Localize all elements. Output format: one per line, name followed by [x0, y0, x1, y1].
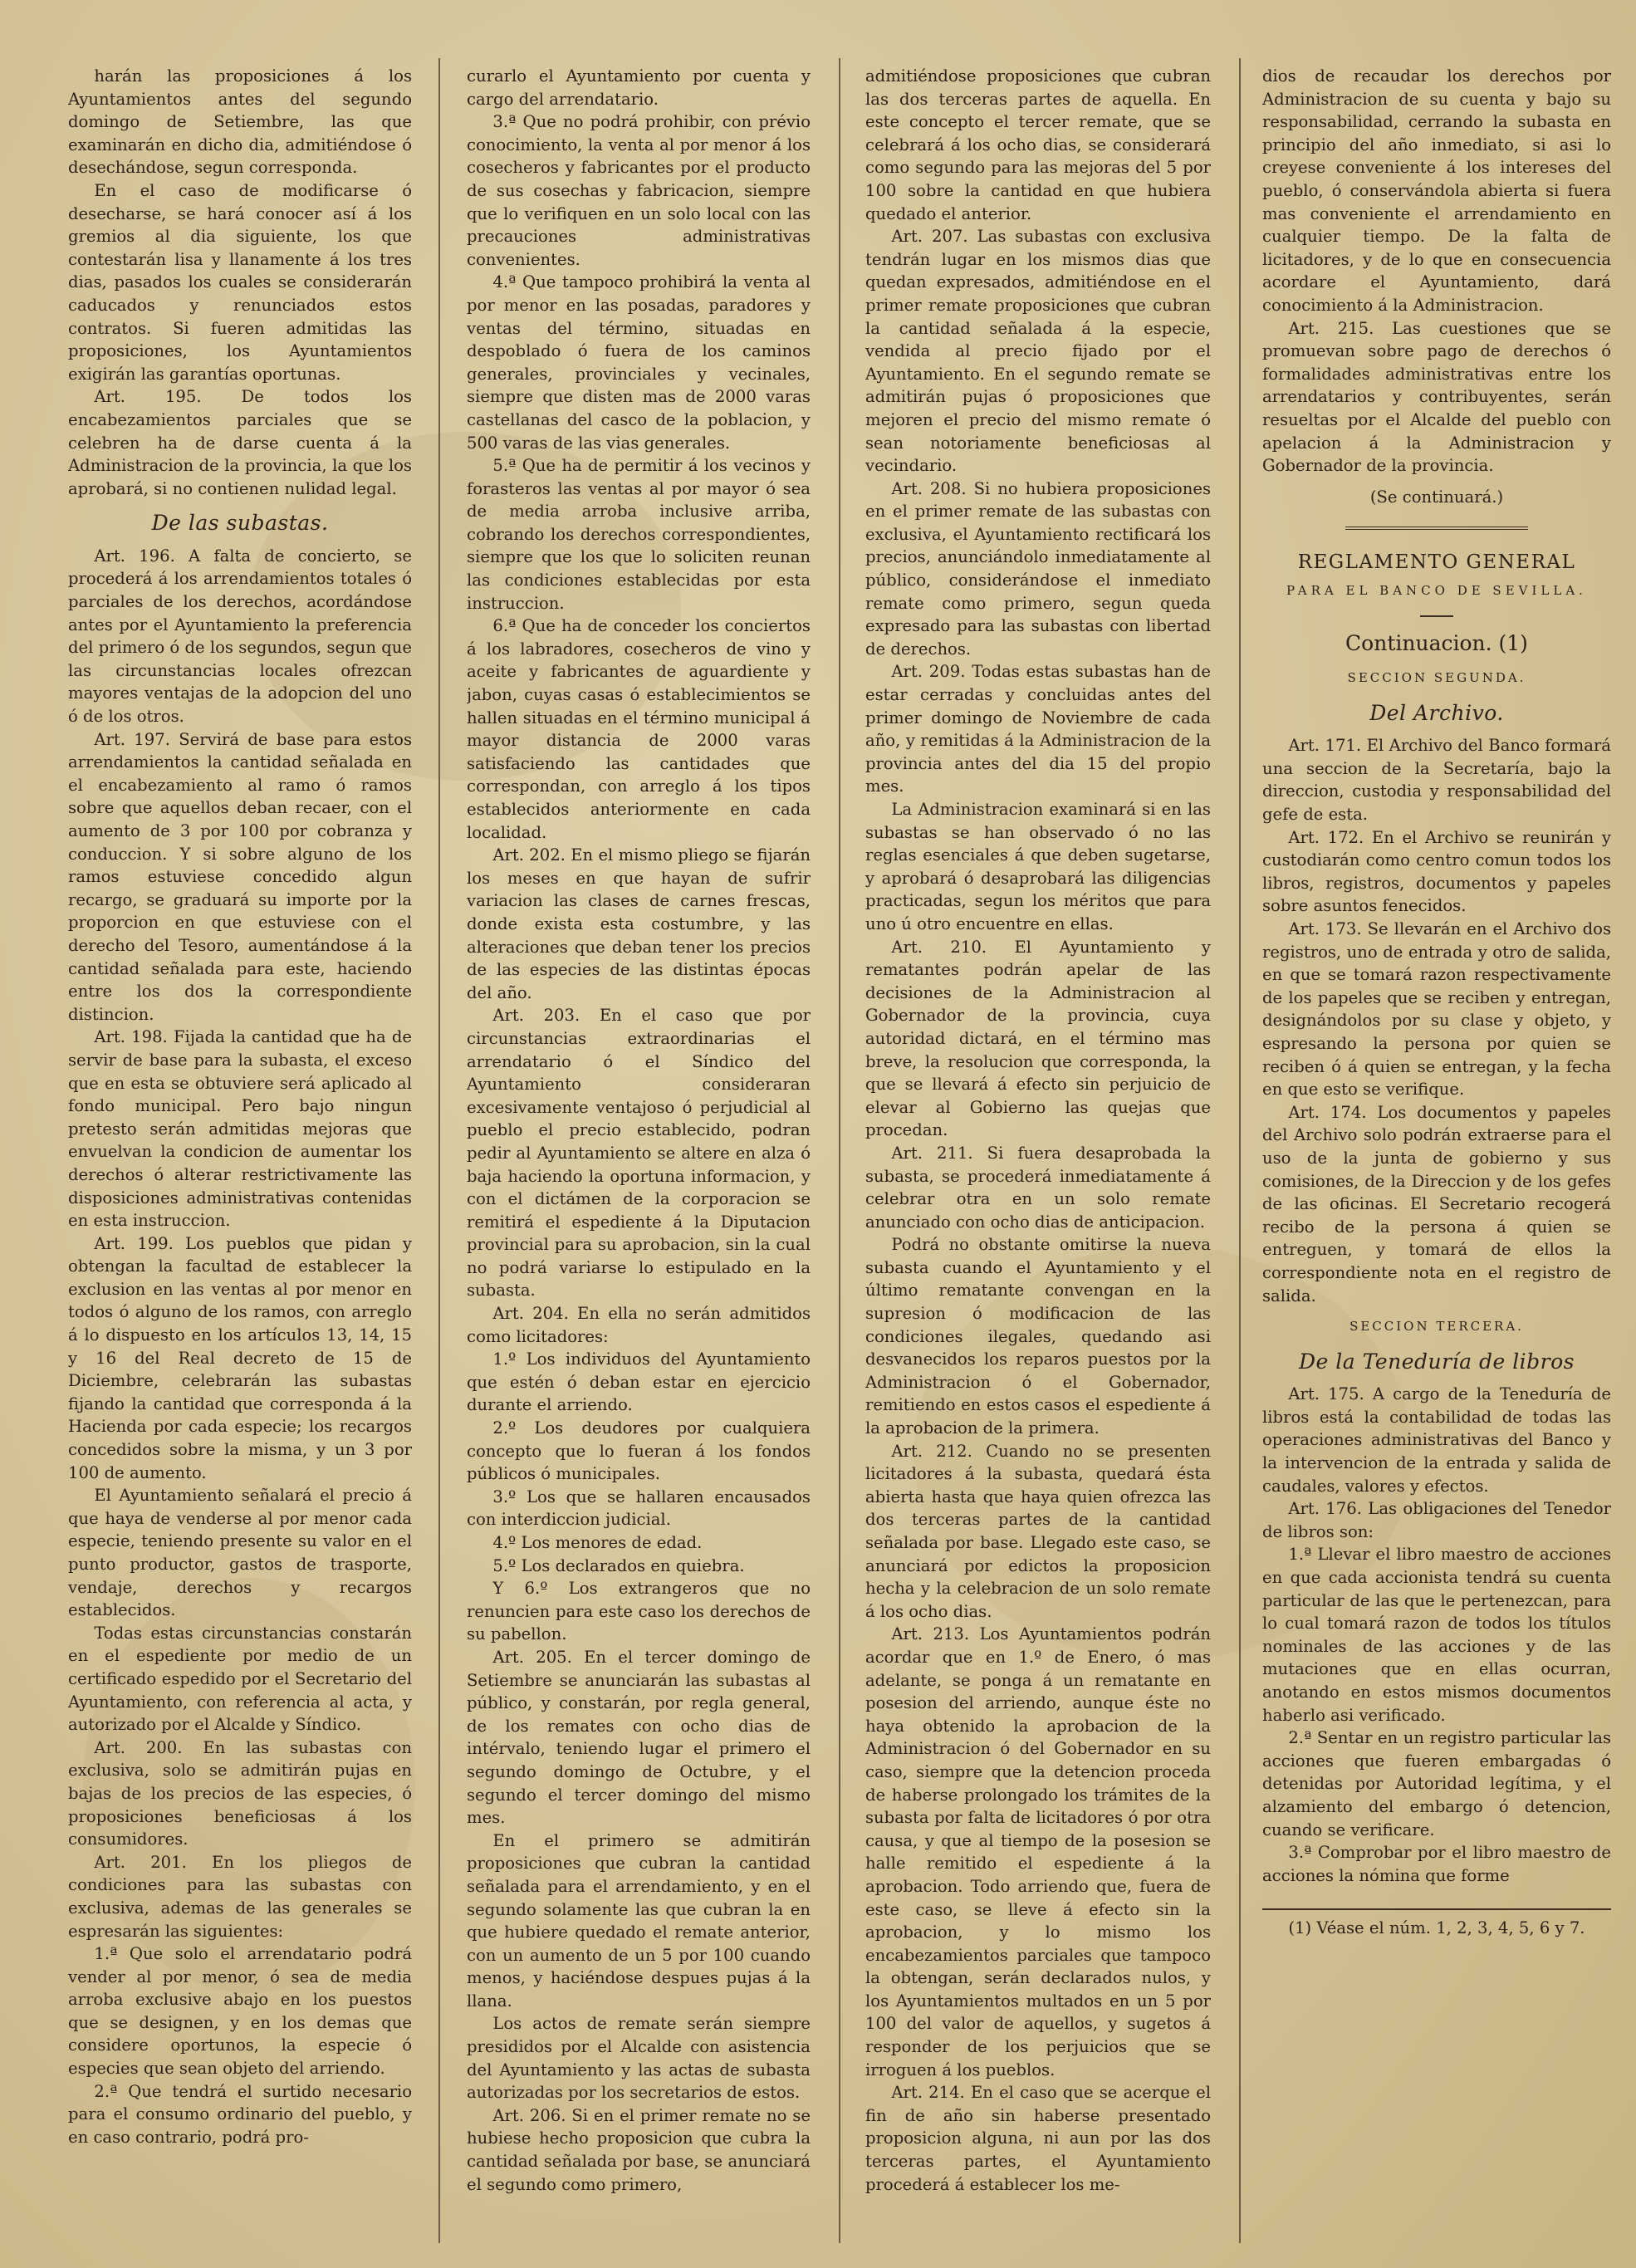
paragraph: Art. 214. En el caso que se acerque el fin de año sin haberse presentado proposicion alguna, ni aun por las dos terceras partes, el Ayuntamiento procederá á establecer los me-: [865, 2083, 1211, 2194]
column-rule: [1239, 58, 1241, 2243]
paragraph: Art. 200. En las subastas con exclusiva, solo se admitirán pujas en bajas de los precios de las especies, ó proposiciones beneficiosas á los consumidores.: [68, 1737, 412, 1849]
paragraph: 3.ª Que no podrá prohibir, con prévio conocimiento, la venta al por menor á los cosecheros y fabricantes por el producto de sus cosechas y fabricacion, siempre que lo verifiquen en un solo local con las precauciones administrativas convenientes.: [467, 112, 811, 269]
paragraph: Art. 195. De todos los encabezamientos parciales que se celebren ha de darse cuenta á la Administracion de la provincia, la que los aprobará, si no contienen nulidad legal.: [68, 387, 412, 498]
paragraph: Art. 213. Los Ayuntamientos podrán acordar que en 1.º de Enero, ó mas adelante, se ponga á un rematante en posesion del arriendo, aunque éste no haya obtenido la aprobacion de la Administracion ó del Gobernador en su caso, siempre que la detencion proceda de haberse prolongado los trámites de la subasta por falta de licitadores ó por otra causa, y que al tiempo de la posesion se halle remitido el espediente á la aprobacion. Todo arriendo que, fuera de este caso, se lleve á efecto sin la aprobacion, y lo mismo los encabezamientos parciales que tampoco la obtengan, serán declarados nulos, y los Ayuntamientos multados en un 5 por 100 del valor de aquellos, y sugetos á responder de los perjuicios que se irroguen á los pueblos.: [865, 1624, 1211, 2079]
column-rule: [438, 58, 440, 2243]
paragraph: dios de recaudar los derechos por Administracion de su cuenta y bajo su responsabilidad, cerrando la subasta en principio del año inmediato, si asi lo creyese conveniente á los intereses del pueblo, ó conservándola abierta si fuera mas conveniente el arrendamiento en cualquier tiempo. De la falta de licitadores, y de lo que en consecuencia acordare el Ayuntamiento, dará conocimiento á la Administracion.: [1262, 66, 1611, 315]
paragraph: Art. 199. Los pueblos que pidan y obtengan la facultad de establecer la exclusion en las ventas al por menor en todos ó alguno de los ramos, con arreglo á lo dispuesto en los artículos 13, 14, 15 y 16 del Real decreto de 15 de Diciembre, celebrarán las subastas fijando la cantidad que corresponda á la Hacienda por cada especie; los recargos concedidos sobre la misma, y un 3 por 100 de aumento.: [68, 1233, 412, 1482]
paragraph: En el primero se admitirán proposiciones que cubran la cantidad señalada para el arrendamiento, y en el segundo solamente las que cubran la en que hubiere quedado el remate anterior, con un aumento de un 5 por 100 cuando menos, y haciéndose despues pujas á la llana.: [467, 1830, 811, 2011]
paragraph: Art. 209. Todas estas subastas han de estar cerradas y concluidas antes del primer domingo de Noviembre de cada año, y remitidas á la Administracion de la provincia antes del dia 15 del propio mes.: [865, 662, 1211, 796]
teneduria-heading: De la Teneduría de libros: [1298, 1349, 1575, 1374]
paragraph: Art. 172. En el Archivo se reunirán y custodiarán como centro comun todos los libros, registros, documentos y papeles sobre asuntos fenecidos.: [1262, 827, 1611, 916]
paragraph: Todas estas circunstancias constarán en el espediente por medio de un certificado espedido por el Secretario del Ayuntamiento, con referencia al acta, y autorizado por el Alcalde y Síndico.: [68, 1623, 412, 1735]
paragraph: harán las proposiciones á los Ayuntamientos antes del segundo domingo de Setiembre, las que examinarán en dicho dia, admitiéndose ó desechándose, segun corresponda.: [68, 66, 412, 178]
seccion-segunda: SECCION SEGUNDA.: [1347, 670, 1526, 686]
paragraph: La Administracion examinará si en las subastas se han observado ó no las reglas esenciales á que deben sugetarse, y aprobará ó desaprobará las diligencias practicadas, segun los méritos que para uno ú otro encuentre en ellas.: [865, 800, 1211, 933]
paragraph: Art. 210. El Ayuntamiento y rematantes podrán apelar de las decisiones de la Administracion al Gobernador de la provincia, cuya autoridad dictará, en el término mas breve, la resolucion que corresponda, la que se llevará á efecto sin perjuicio de elevar al Gobierno las quejas que procedan.: [865, 937, 1211, 1140]
column-3: [865, 65, 1211, 2241]
footnote-rule: [1262, 1908, 1611, 1910]
paragraph: Art. 212. Cuando no se presenten licitadores á la subasta, quedará ésta abierta hasta que haya quien ofrezca las dos terceras partes de la cantidad señalada por base. Llegado este caso, se anunciará por edictos la proposicion hecha y la celebracion de un solo remate á los ocho dias.: [865, 1441, 1211, 1621]
paragraph: 3.ª Comprobar por el libro maestro de acciones la nómina que forme: [1262, 1843, 1611, 1885]
paragraph: Art. 205. En el tercer domingo de Setiembre se anunciarán las subastas al público, y constarán, por regla general, de los remates con ocho dias de intérvalo, teniendo lugar el primero el segundo domingo de Octubre, y el segundo el tercer domingo del mismo mes.: [467, 1647, 811, 1828]
reglamento-subtitle: PARA EL BANCO DE SEVILLA.: [1286, 582, 1587, 598]
paragraph: 5.ª Que ha de permitir á los vecinos y forasteros las ventas al por mayor ó sea de media arroba inclusive arriba, cobrando los derechos correspondientes, siempre que los que lo soliciten reunan las condiciones establecidas por esta instruccion.: [467, 456, 811, 613]
paragraph: Art. 204. En ella no serán admitidos como licitadores:: [467, 1304, 811, 1346]
paragraph: curarlo el Ayuntamiento por cuenta y cargo del arrendatario.: [467, 66, 811, 109]
paragraph: Art. 207. Las subastas con exclusiva tendrán lugar en los mismos dias que quedan expresados, admitiéndose en el primer remate proposiciones que cubran la cantidad señalada á la especie, vendida al precio fijado por el Ayuntamiento. En el segundo remate se admitirán pujas ó proposiciones que mejoren el precio del mismo remate ó sean notoriamente beneficiosas al vecindario.: [865, 227, 1211, 476]
paragraph: 1.º Los individuos del Ayuntamiento que estén ó deban estar en ejercicio durante el arriendo.: [467, 1350, 811, 1415]
column-4-top: [1262, 65, 1611, 478]
paragraph: 4.ª Que tampoco prohibirá la venta al por menor en las posadas, paradores y ventas del término, situadas en despoblado ó fuera de los caminos generales, provinciales y vecinales, siempre que disten mas de 2000 varas castellanas del casco de la poblacion, y 500 varas de las vias generales.: [467, 272, 811, 453]
paragraph: 2.ª Sentar en un registro particular las acciones que fueren embargadas ó detenidas por Autoridad legítima, y el alzamiento del embargo ó detencion, cuando se verificare.: [1262, 1728, 1611, 1839]
paragraph: Art. 196. A falta de concierto, se procederá á los arrendamientos totales ó parciales de los derechos, acordándose antes por el Ayuntamiento la preferencia del primero ó de los segundos, segun que las circunstancias locales ofrezcan mayores ventajas de la adopcion del uno ó de los otros.: [68, 546, 412, 727]
paragraph: Art. 203. En el caso que por circunstancias extraordinarias el arrendatario ó el Síndico del Ayuntamiento consideraran excesivamente ventajoso ó perjudicial al pueblo el precio establecido, podran pedir al Ayuntamiento se altere en alza ó baja haciendo la oportuna informacion, y con el dictámen de la corporacion se remitirá el espediente á la Diputacion provincial para su aprobacion, sin la cual no podrá variarse lo estipulado en la subasta.: [467, 1006, 811, 1301]
teneduria-articles: [1262, 1383, 1611, 1887]
seccion-tercera: SECCION TERCERA.: [1349, 1319, 1524, 1335]
paragraph: Art. 202. En el mismo pliego se fijarán los meses en que hayan de sufrir variacion las clases de carnes frescas, donde exista esta costumbre, y las alteraciones que deban tener los precios de las especies de las distintas épocas del año.: [467, 845, 811, 1002]
paragraph: 2.º Los deudores por cualquiera concepto que lo fueran á los fondos públicos ó municipales.: [467, 1418, 811, 1484]
archivo-articles: [1262, 734, 1611, 1307]
continuacion-heading: Continuacion. (1): [1345, 631, 1528, 656]
paragraph: En el caso de modificarse ó desecharse, se hará conocer así á los gremios al dia siguiente, los que contestarán lisa y llanamente á los tres dias, pasados los cuales se considerarán caducados y renunciados estos contratos. Si fueren admitidas las proposiciones, los Ayuntamientos exigirán las garantías oportunas.: [68, 180, 412, 384]
paragraph: Art. 211. Si fuera desaprobada la subasta, se procederá inmediatamente á celebrar otra en un solo remate anunciado con ocho dias de anticipacion.: [865, 1143, 1211, 1232]
paragraph: Art. 175. A cargo de la Teneduría de libros está la contabilidad de todas las operaciones administrativas del Banco y la intervencion de la entrada y salida de caudales, valores y efectos.: [1262, 1384, 1611, 1496]
paragraph: Art. 208. Si no hubiera proposiciones en el primer remate de las subastas con exclusiva, el Ayuntamiento rectificará los precios, anunciándolo inmediatamente al público, considerándose el inmediato remate como primero, segun queda expresado para las subastas con libertad de derechos.: [865, 478, 1211, 659]
paragraph: admitiéndose proposiciones que cubran las dos terceras partes de aquella. En este concepto el tercer remate, que se celebrará á los ocho dias, se considerará como segundo para las mejoras del 5 por 100 sobre la cantidad en que hubiera quedado el anterior.: [865, 66, 1211, 223]
paragraph: Art. 197. Servirá de base para estos arrendamientos la cantidad señalada en el encabezamiento al ramo ó ramos sobre que aquellos deban recaer, con el aumento de 3 por 100 por cobranza y conduccion. Y si sobre alguno de los ramos estuviese concedido algun recargo, se graduará su importe por la proporcion en que estuviese con el derecho del Tesoro, aumentándose á la cantidad señalada para este, haciendo entre los dos la correspondiente distincion.: [68, 729, 412, 1024]
paragraph: 4.º Los menores de edad.: [492, 1533, 703, 1552]
paragraph: 5.º Los declarados en quiebra.: [492, 1555, 745, 1575]
reglamento-title: REGLAMENTO GENERAL: [1297, 551, 1576, 574]
paragraph: Los actos de remate serán siempre presididos por el Alcalde con asistencia del Ayuntamiento y las actas de subasta autorizadas por los secretarios de estos.: [467, 2014, 811, 2103]
paragraph: Art. 215. Las cuestiones que se promuevan sobre pago de derechos ó formalidades administrativas entre los arrendatarios y contribuyentes, serán resueltas por el Alcalde del pueblo con apelacion á la Administracion y Gobernador de la provincia.: [1262, 318, 1611, 476]
paragraph: Podrá no obstante omitirse la nueva subasta cuando el Ayuntamiento y el último rematante convengan en la supresion ó modificacion de las condiciones ilegales, quedando asi desvanecidos los reparos puestos por la Administracion ó el Gobernador, remitiendo en estos casos el espediente á la aprobacion de la primera.: [865, 1235, 1211, 1438]
paragraph: Art. 206. Si en el primer remate no se hubiese hecho proposicion que cubra la cantidad señalada por base, se anunciará el segundo como primero,: [467, 2105, 811, 2194]
archivo-heading: Del Archivo.: [1369, 700, 1504, 725]
column-2: [467, 65, 811, 2241]
column-4: [1262, 65, 1611, 2241]
se-continuara: (Se continuará.): [1369, 487, 1504, 507]
paragraph: 3.º Los que se hallaren encausados con interdiccion judicial.: [467, 1487, 811, 1530]
paragraph: 1.ª Que solo el arrendatario podrá vender al por menor, ó sea de media arroba exclusive abajo en los puestos que se designen, y en los demas que considere oportunos, la especie ó especies que sean objeto del arriendo.: [68, 1944, 412, 2079]
footnote: (1) Véase el núm. 1, 2, 3, 4, 5, 6 y 7.: [1288, 1918, 1585, 1938]
paragraph: Art. 171. El Archivo del Banco formará una seccion de la Secretaría, bajo la direccion, custodia y responsabilidad del gefe de esta.: [1262, 736, 1611, 825]
divider-short: [1420, 615, 1453, 617]
paragraph: 1.ª Llevar el libro maestro de acciones en que cada accionista tendrá su cuenta particular de las que le pertenezcan, para lo cual tomará razon de todos los títulos nominales de las acciones y de las mutaciones que en ellas ocurran, anotando en estos mismos documentos haberlo asi verificado.: [1262, 1545, 1611, 1725]
paragraph: Art. 176. Las obligaciones del Tenedor de libros son:: [1262, 1499, 1611, 1541]
column-1: [68, 65, 412, 2241]
paragraph: 6.ª Que ha de conceder los conciertos á los labradores, cosecheros de vino y aceite y fabricantes de aguardiente y jabon, cuyas casas ó establecimientos se hallen situadas en el término municipal á mayor distancia de 2000 varas satisfaciendo las cantidades que correspondan, con arreglo á los tipos establecidos anteriormente en cada localidad.: [467, 616, 811, 842]
section-divider: [1345, 527, 1528, 535]
column-rule: [839, 58, 840, 2243]
paragraph: El Ayuntamiento señalará el precio á que haya de venderse al por menor cada especie, teniendo presente su valor en el punto productor, gastos de trasporte, vendaje, derechos y recargos establecidos.: [68, 1486, 412, 1620]
paragraph: 2.ª Que tendrá el surtido necesario para el consumo ordinario del pueblo, y en caso contrario, podrá pro-: [68, 2081, 412, 2147]
paragraph: Art. 174. Los documentos y papeles del Archivo solo podrán extraerse para el uso de la junta de gobierno y sus comisiones, de la Direccion y de los gefes de las oficinas. El Secretario recogerá recibo de la persona á quien se entreguen, y tomará de ellos la correspondiente nota en el registro de salida.: [1262, 1102, 1611, 1305]
section-heading: De las subastas.: [151, 511, 329, 536]
paragraph: Y 6.º Los extrangeros que no renuncien para este caso los derechos de su pabellon.: [467, 1579, 811, 1644]
paragraph: Art. 198. Fijada la cantidad que ha de servir de base para la subasta, el exceso que en esta se obtuviere será aplicado al fondo municipal. Pero bajo ningun pretesto serán admitidas mejoras que envuelvan la condicion de aumentar los derechos ó alterar restrictivamente las disposiciones administrativas contenidas en esta instruccion.: [68, 1027, 412, 1231]
paragraph: Art. 173. Se llevarán en el Archivo dos registros, uno de entrada y otro de salida, en que se tomará razon respectivamente de los papeles que se reciben y entregan, designándolos por su clase y objeto, y espresando la persona por quien se reciben ó á quien se entregan, y la fecha en que esto se verifique.: [1262, 919, 1611, 1100]
paragraph: Art. 201. En los pliegos de condiciones para las subastas con exclusiva, ademas de las generales se espresarán las siguientes:: [68, 1852, 412, 1941]
